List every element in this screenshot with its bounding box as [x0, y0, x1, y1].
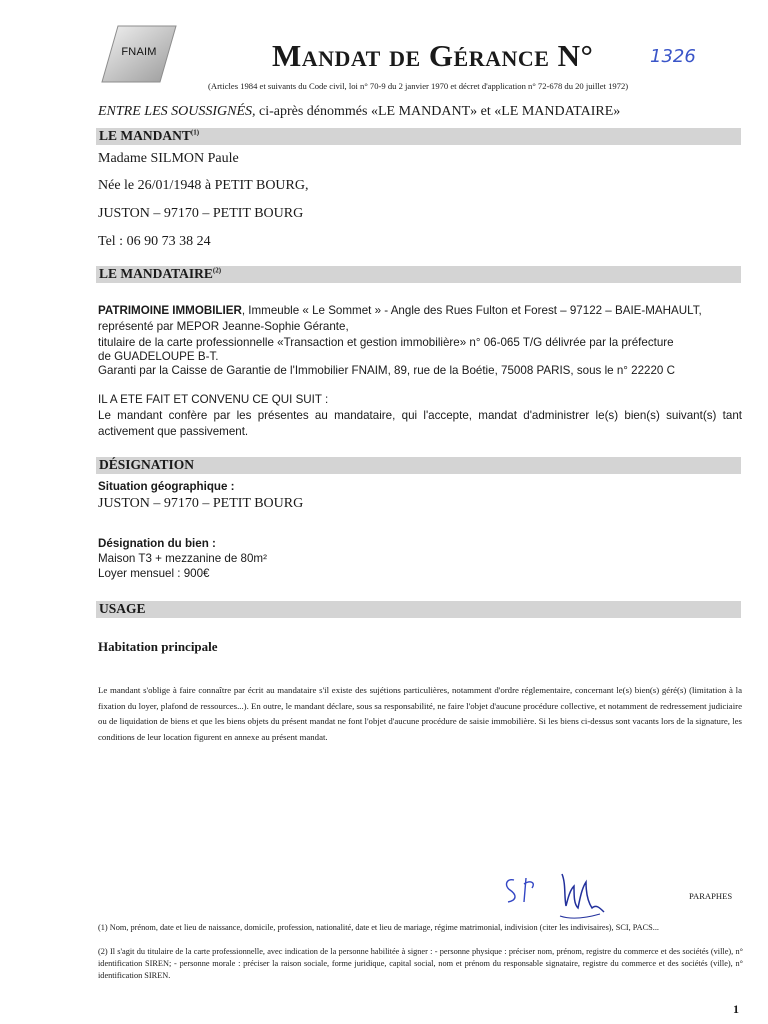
location-label: Situation géographique : [98, 480, 235, 493]
location-value: JUSTON – 97170 – PETIT BOURG [98, 496, 304, 511]
property-label: Désignation du bien : [98, 537, 216, 550]
mandataire-company-address: , Immeuble « Le Sommet » - Angle des Rues Fulton et Forest – 97122 – BAIE-MAHAULT, [241, 304, 702, 317]
fnaim-logo [100, 24, 178, 84]
footnote-1: (1) Nom, prénom, date et lieu de naissance, domicile, profession, nationalité, date et lieu de mariage, régime matrimonial, indivision (citer les indivisaires), SCI, PACS... [98, 923, 659, 932]
section-heading-mandataire [99, 266, 221, 282]
paraphes-label: PARAPHES [689, 891, 733, 901]
initials-drawing [500, 868, 610, 928]
section-bar-usage [96, 601, 741, 618]
usage-obligation-text: Le mandant s'oblige à faire connaître par écrit au mandataire s'il existe des sujétions particulières, notamment d'ordre réglementaire, concernant le(s) bien(s) géré(s) (limitation à la fixation du loyer, plafond de ressources...). En outre, le mandant déclare, sous sa responsabilité, ne faire l'objet d'aucune procédure collective, et notamment de redressement judiciaire ou de liquidation de biens et que les biens objets du présent mandat ne font l'objet d'aucune procédure de saisie immobilière. Si les biens ci-dessus sont vacants lors de la signature, les conditions de leur location figurent en annexe au présent mandat. [98, 685, 742, 742]
usage-value: Habitation principale [98, 639, 218, 654]
mandataire-card-line-1: titulaire de la carte professionnelle «Transaction et gestion immobilière» n° 06-065 T/G délivrée par la préfecture [98, 336, 674, 349]
mandant-heading-text: LE MANDANT [99, 128, 191, 143]
handwritten-initials [500, 868, 610, 928]
page-number: 1 [733, 1002, 739, 1016]
mandant-phone: Tel : 06 90 73 38 24 [98, 234, 211, 249]
logo-text: FNAIM [121, 46, 157, 58]
intro-rest: ci-après dénommés «LE MANDANT» et «LE MANDATAIRE» [255, 104, 621, 119]
mandataire-guarantee: Garanti par la Caisse de Garantie de l'Immobilier FNAIM, 89, rue de la Boétie, 75008 PARIS, sous le n° 22220 C [98, 364, 675, 377]
intro-italic: ENTRE LES SOUSSIGNÉS, [98, 104, 256, 119]
footnote-2: (2) Il s'agit du titulaire de la carte professionnelle, avec indication de la personne habilitée à signer : - personne physique : préciser nom, prénom, registre du commerce et des sociétés (ville), n° identification SIREN; - personne morale : préciser la raison sociale, forme juridique, capital social, nom et prénom du responsable signataire, registre du commerce et des sociétés (ville), n° identification SIREN. [98, 947, 743, 980]
mandataire-company-line [98, 304, 702, 317]
parties-intro [98, 104, 620, 120]
property-type: Maison T3 + mezzanine de 80m² [98, 552, 267, 565]
legal-reference: (Articles 1984 et suivants du Code civil, loi n° 70-9 du 2 janvier 1970 et décret d'application n° 72-678 du 20 juillet 1972) [208, 81, 629, 91]
mandat-number: 1326 [650, 46, 696, 67]
mandataire-note-ref: (2) [212, 266, 222, 275]
mandataire-heading-text: LE MANDATAIRE [99, 266, 213, 281]
mandant-name: Madame SILMON Paule [98, 151, 239, 166]
section-heading-mandant [99, 128, 199, 144]
agreement-text: Le mandant confère par les présentes au mandataire, qui l'accepte, mandat d'administrer le(s) bien(s) suivant(s) tant activement que passivement. [98, 409, 742, 438]
mandant-birth: Née le 26/01/1948 à PETIT BOURG, [98, 178, 309, 193]
document-title: Mandat de Gérance N° [272, 38, 594, 73]
mandataire-represented-by: représenté par MEPOR Jeanne-Sophie Gérante, [98, 320, 349, 333]
mandataire-company: PATRIMOINE IMMOBILIER [98, 304, 242, 317]
mandataire-card-line-2: de GUADELOUPE B-T. [98, 350, 219, 363]
mandant-address: JUSTON – 97170 – PETIT BOURG [98, 206, 304, 221]
section-heading-usage: USAGE [99, 601, 146, 616]
section-heading-designation: DÉSIGNATION [99, 457, 195, 472]
agreed-heading: IL A ETE FAIT ET CONVENU CE QUI SUIT : [98, 393, 329, 406]
mandant-note-ref: (1) [190, 128, 200, 137]
monthly-rent: Loyer mensuel : 900€ [98, 567, 210, 580]
